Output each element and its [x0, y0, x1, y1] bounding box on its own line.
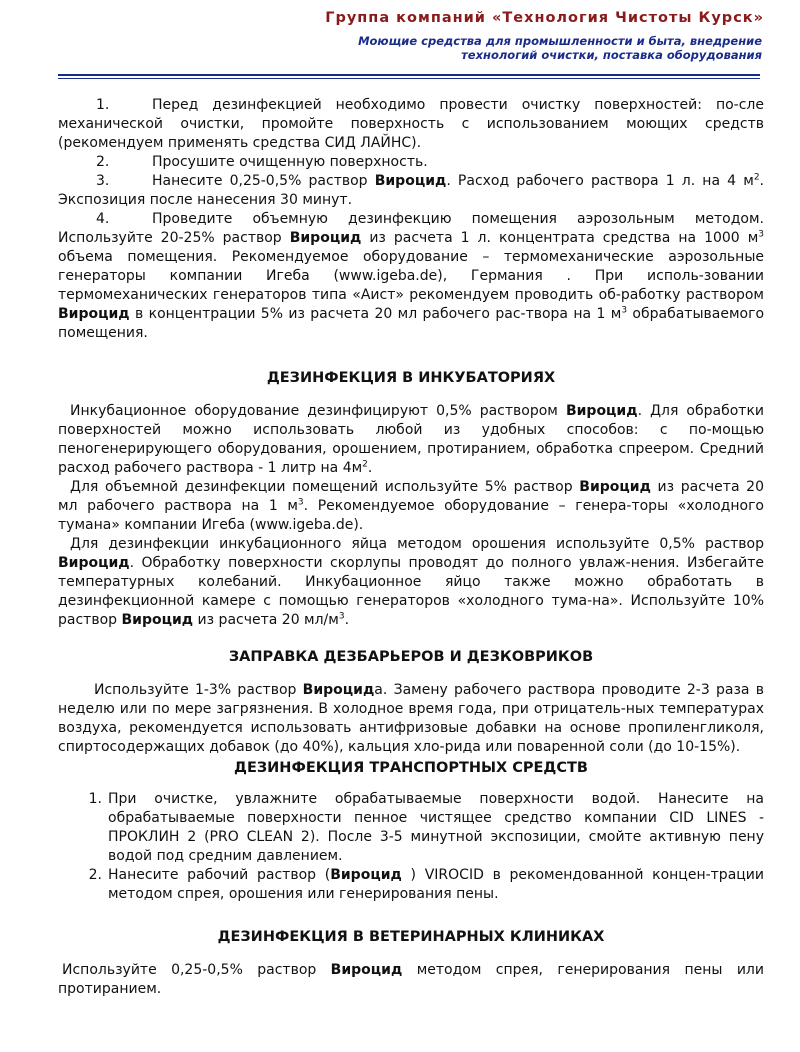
list-number: 1. [88, 791, 102, 807]
step-number: 1. [96, 97, 110, 113]
step-text: Перед дезинфекцией необходимо провести очистку поверхностей: по-сле механической очистки, промойте поверхность с использованием моющих средств (рекомендуем применять средства СИД ЛАЙНС). [58, 97, 764, 151]
text-run: . [344, 612, 350, 628]
incubators-paragraph-1 [58, 402, 764, 478]
vet-paragraph [58, 961, 764, 999]
list-text [108, 866, 764, 904]
transport-steps-list [58, 790, 764, 904]
list-item [58, 866, 764, 904]
product-name: Вироцид [565, 403, 638, 419]
superscript: 3 [297, 497, 304, 508]
intro-step-3 [58, 172, 764, 210]
text-run: обрабатываемого помещения. [58, 306, 765, 341]
product-name: Вироцид [58, 306, 130, 322]
text-run: Нанесите 0,25-0,5% раствор [152, 173, 375, 189]
product-name: Вироцид [289, 230, 362, 246]
step-number: 2. [96, 154, 110, 170]
text-run: Используйте 0,25-0,5% раствор [62, 962, 331, 978]
section-heading-incubators: ДЕЗИНФЕКЦИЯ В ИНКУБАТОРИЯХ [266, 370, 556, 386]
text-run: из расчета 20 мл/м [193, 612, 339, 628]
intro-step-1 [58, 96, 764, 153]
header-rule-thick [58, 74, 760, 76]
text-run: . Экспозиция после нанесения 30 минут. [58, 173, 764, 208]
product-name: Вироцид [302, 682, 375, 698]
product-name: Вироцид [58, 555, 130, 571]
step-text: Просушите очищенную поверхность. [152, 154, 428, 170]
intro-step-4 [58, 210, 764, 343]
text-run: Нанесите рабочий раствор ( [108, 867, 331, 883]
superscript: 3 [338, 611, 345, 622]
text-run: Используйте 1-3% раствор [94, 682, 303, 698]
section-heading-barriers: ЗАПРАВКА ДЕЗБАРЬЕРОВ И ДЕЗКОВРИКОВ [228, 649, 594, 665]
page-header [0, 0, 800, 86]
text-run: ) VIROCID в рекомендованной концен-трации методом спрея, орошения или генерирования пены. [108, 867, 765, 902]
incubators-paragraph-2 [58, 478, 764, 535]
text-run: из расчета 20 мл рабочего раствора на 1 м [58, 479, 764, 514]
step-number: 4. [96, 211, 110, 227]
product-name: Вироцид [374, 173, 447, 189]
document-body [58, 96, 764, 999]
barriers-paragraph [58, 681, 764, 757]
text-run: в концентрации 5% из расчета 20 мл рабочего рас-твора на 1 м [129, 306, 622, 322]
list-number: 2. [88, 867, 102, 883]
tagline-line-2: технологий очистки, поставка оборудования [461, 48, 762, 62]
text-run: методом спрея, генерирования пены или протиранием. [58, 962, 764, 997]
text-run: Проведите объемную дезинфекцию помещения аэрозольным методом. Используйте 20-25% раствор [58, 211, 764, 246]
superscript: 2 [753, 172, 760, 183]
product-name: Вироцид [330, 867, 402, 883]
company-name: Группа компаний «Технология Чистоты Курск» [325, 10, 764, 26]
tagline-line-1: Моющие средства для промышленности и быта, внедрение [358, 34, 762, 48]
text-run: Для дезинфекции инкубационного яйца методом орошения используйте 0,5% раствор [70, 536, 764, 552]
product-name: Вироцид [579, 479, 651, 495]
superscript: 3 [621, 305, 628, 316]
list-item [58, 790, 764, 866]
text-run: . [367, 460, 373, 476]
section-heading-vet: ДЕЗИНФЕКЦИЯ В ВЕТЕРИНАРНЫХ КЛИНИКАХ [217, 929, 605, 945]
step-number: 3. [96, 173, 110, 189]
text-run: . Для обработки поверхностей можно использовать любой из удобных способов: с по-мощью пеногенерирующего оборудования, орошением, протиранием, обработка спреером. Средний расход рабочего раствора - 1 литр на 4м [58, 403, 765, 476]
incubators-paragraph-3 [58, 535, 764, 630]
text-run: . Обработку поверхности скорлупы проводят до полного увлаж-нения. Избегайте температурных колебаний. Инкубационное яйцо также можно обработать в дезинфекционной камере с помощью генераторов «холодного тума-на». Используйте 10% раствор [58, 555, 764, 628]
text-run: из расчета 1 л. концентрата средства на 1000 м [361, 230, 759, 246]
superscript: 3 [758, 229, 764, 240]
list-text: При очистке, увлажните обрабатываемые поверхности водой. Нанесите на обрабатываемые поверхности пенное чистящее средство компании CID LINES - ПРОКЛИН 2 (PRO CLEAN 2). После 3-5 минутной экспозиции, смойте активную пену водой под средним давлением. [108, 791, 764, 864]
product-name: Вироцид [330, 962, 403, 978]
text-run: . Расход рабочего раствора 1 л. на 4 м [446, 173, 754, 189]
text-run: Инкубационное оборудование дезинфицируют 0,5% раствором [70, 403, 566, 419]
text-run: а. Замену рабочего раствора проводите 2-3 раза в неделю или по мере загрязнения. В холодное время года, при отрицатель-ных температурах воздуха, рекомендуется использовать антифризовые добавки на основе пропиленгликоля, спиртосодержащих добавок (до 40%), кальция хло-рида или поваренной соли (до 10-15%). [58, 682, 764, 755]
intro-step-2 [58, 153, 764, 172]
text-run: Для объемной дезинфекции помещений используйте 5% раствор [70, 479, 580, 495]
text-run: объема помещения. Рекомендуемое оборудование – термомеханические аэрозольные генераторы компании Игеба (www.igeba.de), Германия . При исполь-зовании термомеханических генераторов типа «Аист» рекомендуем проводить об-работку раствором [58, 249, 764, 303]
header-rule-thin [58, 78, 760, 79]
superscript: 2 [362, 459, 368, 470]
text-run: . Рекомендуемое оборудование – генера-торы «холодного тумана» компании Игеба (www.igeba.de). [58, 498, 764, 533]
product-name: Вироцид [121, 612, 194, 628]
section-heading-transport: ДЕЗИНФЕКЦИЯ ТРАНСПОРТНЫХ СРЕДСТВ [234, 760, 588, 776]
